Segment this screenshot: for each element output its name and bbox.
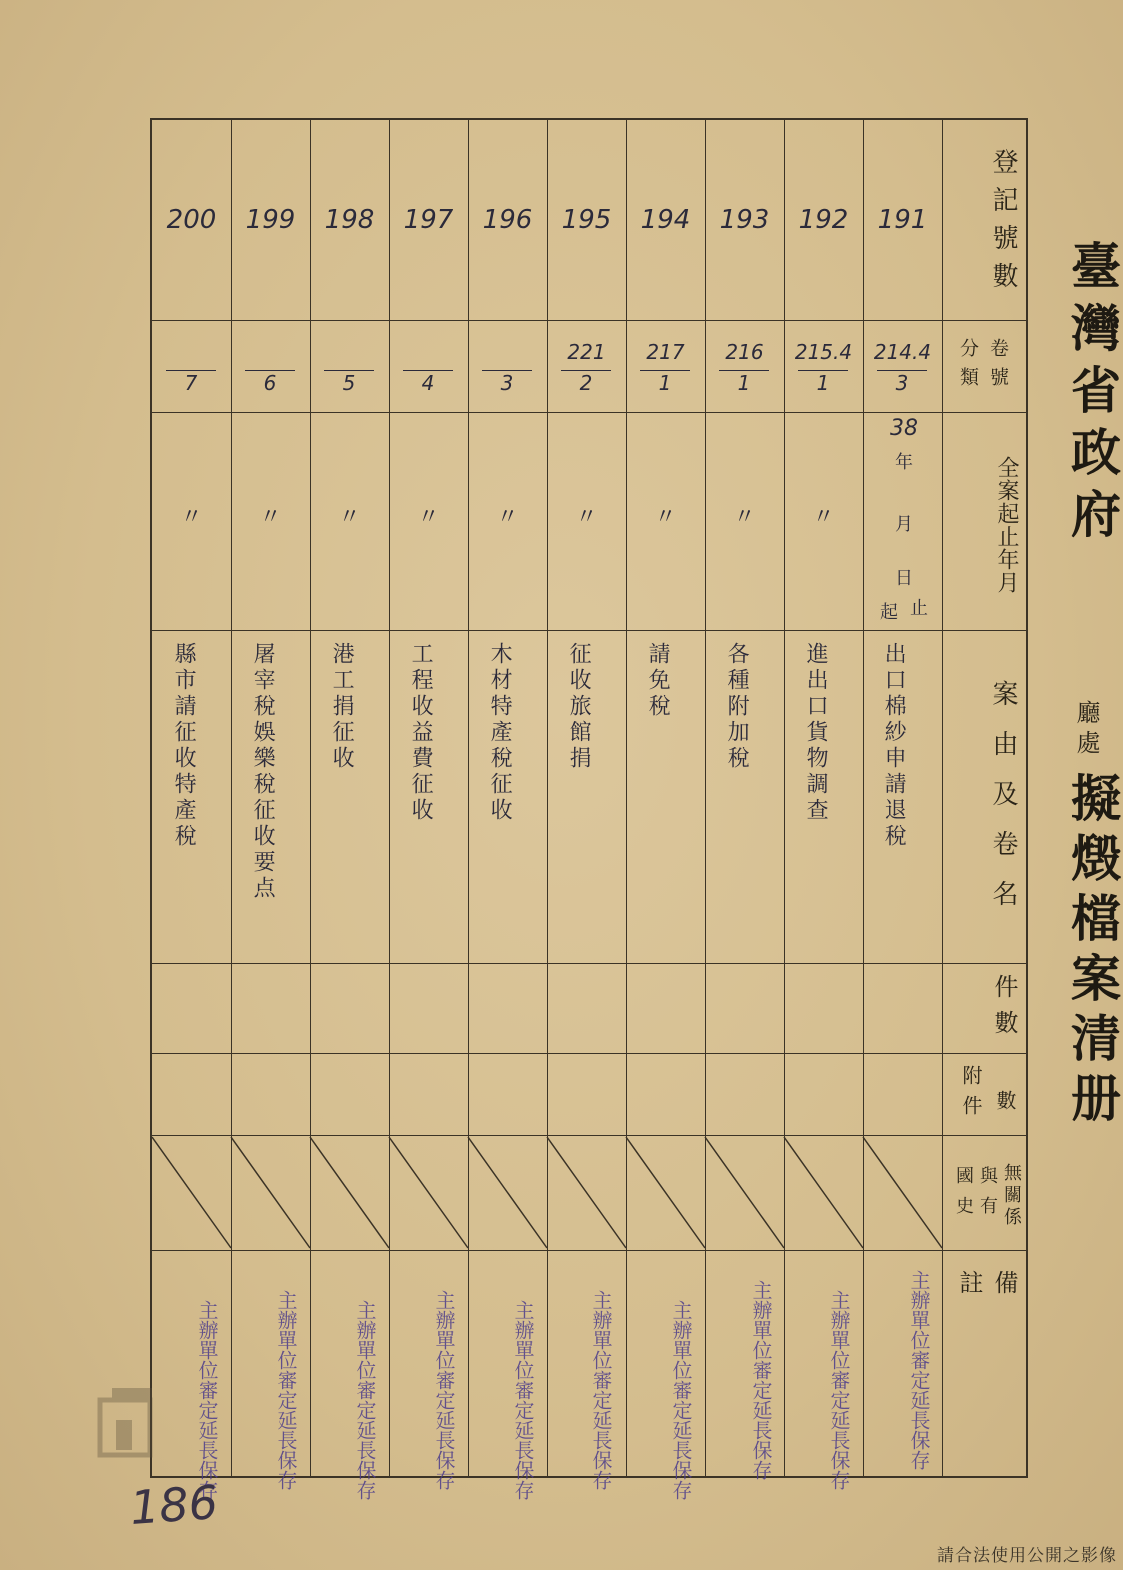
column-divider [389,120,390,1476]
class-bottom: 1 [719,370,769,395]
stamp: 主辦單位審定延長保存 [827,1290,851,1490]
row-divider [152,963,1026,964]
header-reg-no: 登記號數 [988,148,1018,300]
period-year: 38 [890,416,918,441]
stamp: 主辦單位審定延長保存 [432,1290,456,1490]
column-divider [547,120,548,1476]
subject: 出口棉紗申請退稅 [881,642,907,850]
column-divider [705,120,706,1476]
class-bottom: 1 [640,370,690,395]
row-divider [152,1250,1026,1251]
class-bottom: 2 [561,370,611,395]
period-ditto: 〃 [338,505,361,530]
stamp: 主辦單位審定延長保存 [669,1300,693,1500]
class-bottom: 5 [324,370,374,395]
stamp: 主辦單位審定延長保存 [353,1300,377,1500]
header-count: 件數 [990,974,1018,1046]
archive-logo-icon [92,1380,162,1460]
stamp: 主辦單位審定延長保存 [589,1290,613,1490]
reg-no: 196 [482,205,533,235]
reg-no: 195 [561,205,612,235]
class-top: 217 [646,340,685,364]
period-ditto: 〃 [654,505,677,530]
header-subject: 案由及卷名 [988,680,1018,930]
stamp: 主辦單位審定延長保存 [907,1270,931,1470]
subject: 各種附加稅 [724,642,750,772]
subject: 木材特產稅征收 [487,642,513,824]
subject: 縣市請征收特產稅 [171,642,197,850]
header-attach-bottom: 附件 [959,1065,983,1125]
column-divider [626,120,627,1476]
reg-no: 194 [640,205,691,235]
reg-no: 199 [245,205,296,235]
subject: 征收旅館捐 [566,642,592,772]
class-bottom: 3 [482,370,532,395]
column-divider [468,120,469,1476]
document-subtitle: 擬燬檔案清册 [1063,772,1122,1132]
header-history-b: 與有 [977,1166,998,1226]
reg-no: 200 [166,205,217,235]
reg-no: 192 [798,205,849,235]
org-unit-label: 廳處 [1072,700,1100,760]
class-bottom: 1 [798,370,848,395]
stamp: 主辦單位審定延長保存 [274,1290,298,1490]
header-history-c: 國史 [953,1166,974,1226]
stamp: 主辦單位審定延長保存 [749,1280,773,1480]
column-divider [784,120,785,1476]
diagonal-slashes [152,1135,942,1250]
class-bottom: 3 [877,370,927,395]
period-ditto: 〃 [496,505,519,530]
subject: 港工捐征收 [329,642,355,772]
header-period: 全案起止年月 [994,456,1019,594]
period-start-label: 起 [880,602,898,623]
reg-no: 193 [719,205,770,235]
subject: 工程收益費征收 [408,642,434,824]
class-top: 214.4 [873,340,932,364]
document-title: 臺灣省政府 [1063,240,1122,550]
header-attach-top: 數 [993,1090,1017,1110]
period-year-label: 年 [895,452,913,473]
reg-no: 197 [403,205,454,235]
class-bottom: 7 [166,370,216,395]
register-table [150,118,1028,1500]
header-class-top: 卷號 [987,338,1009,396]
subject: 請免稅 [645,642,671,720]
reg-no: 191 [877,205,928,235]
period-ditto: 〃 [812,505,835,530]
period-end-label: 止 [910,598,928,619]
reg-no: 198 [324,205,375,235]
subject: 屠宰稅娛樂稅征收要点 [250,642,276,902]
period-ditto: 〃 [180,505,203,530]
subject: 進出口貨物調查 [803,642,829,824]
period-day-label: 日 [895,568,913,589]
column-divider [863,120,864,1476]
period-ditto: 〃 [259,505,282,530]
column-divider [942,120,943,1476]
row-divider [152,320,1026,321]
stamp: 主辦單位審定延長保存 [195,1300,219,1500]
row-divider [152,412,1026,413]
period-month-label: 月 [895,514,913,535]
header-history-a: 無關係 [1001,1163,1022,1229]
period-ditto: 〃 [575,505,598,530]
column-divider [231,120,232,1476]
row-divider [152,1053,1026,1054]
class-top: 216 [725,340,764,364]
class-bottom: 6 [245,370,295,395]
row-divider [152,630,1026,631]
usage-notice: 請合法使用公開之影像 [937,1546,1117,1566]
class-top: 215.4 [794,340,853,364]
class-top: 221 [567,340,606,364]
period-ditto: 〃 [733,505,756,530]
page-number: 186 [128,1475,220,1535]
header-remarks: 備註 [955,1270,1018,1404]
stamp: 主辦單位審定延長保存 [511,1300,535,1500]
period-ditto: 〃 [417,505,440,530]
header-class-bottom: 分類 [957,338,979,396]
class-bottom: 4 [403,370,453,395]
column-divider [310,120,311,1476]
